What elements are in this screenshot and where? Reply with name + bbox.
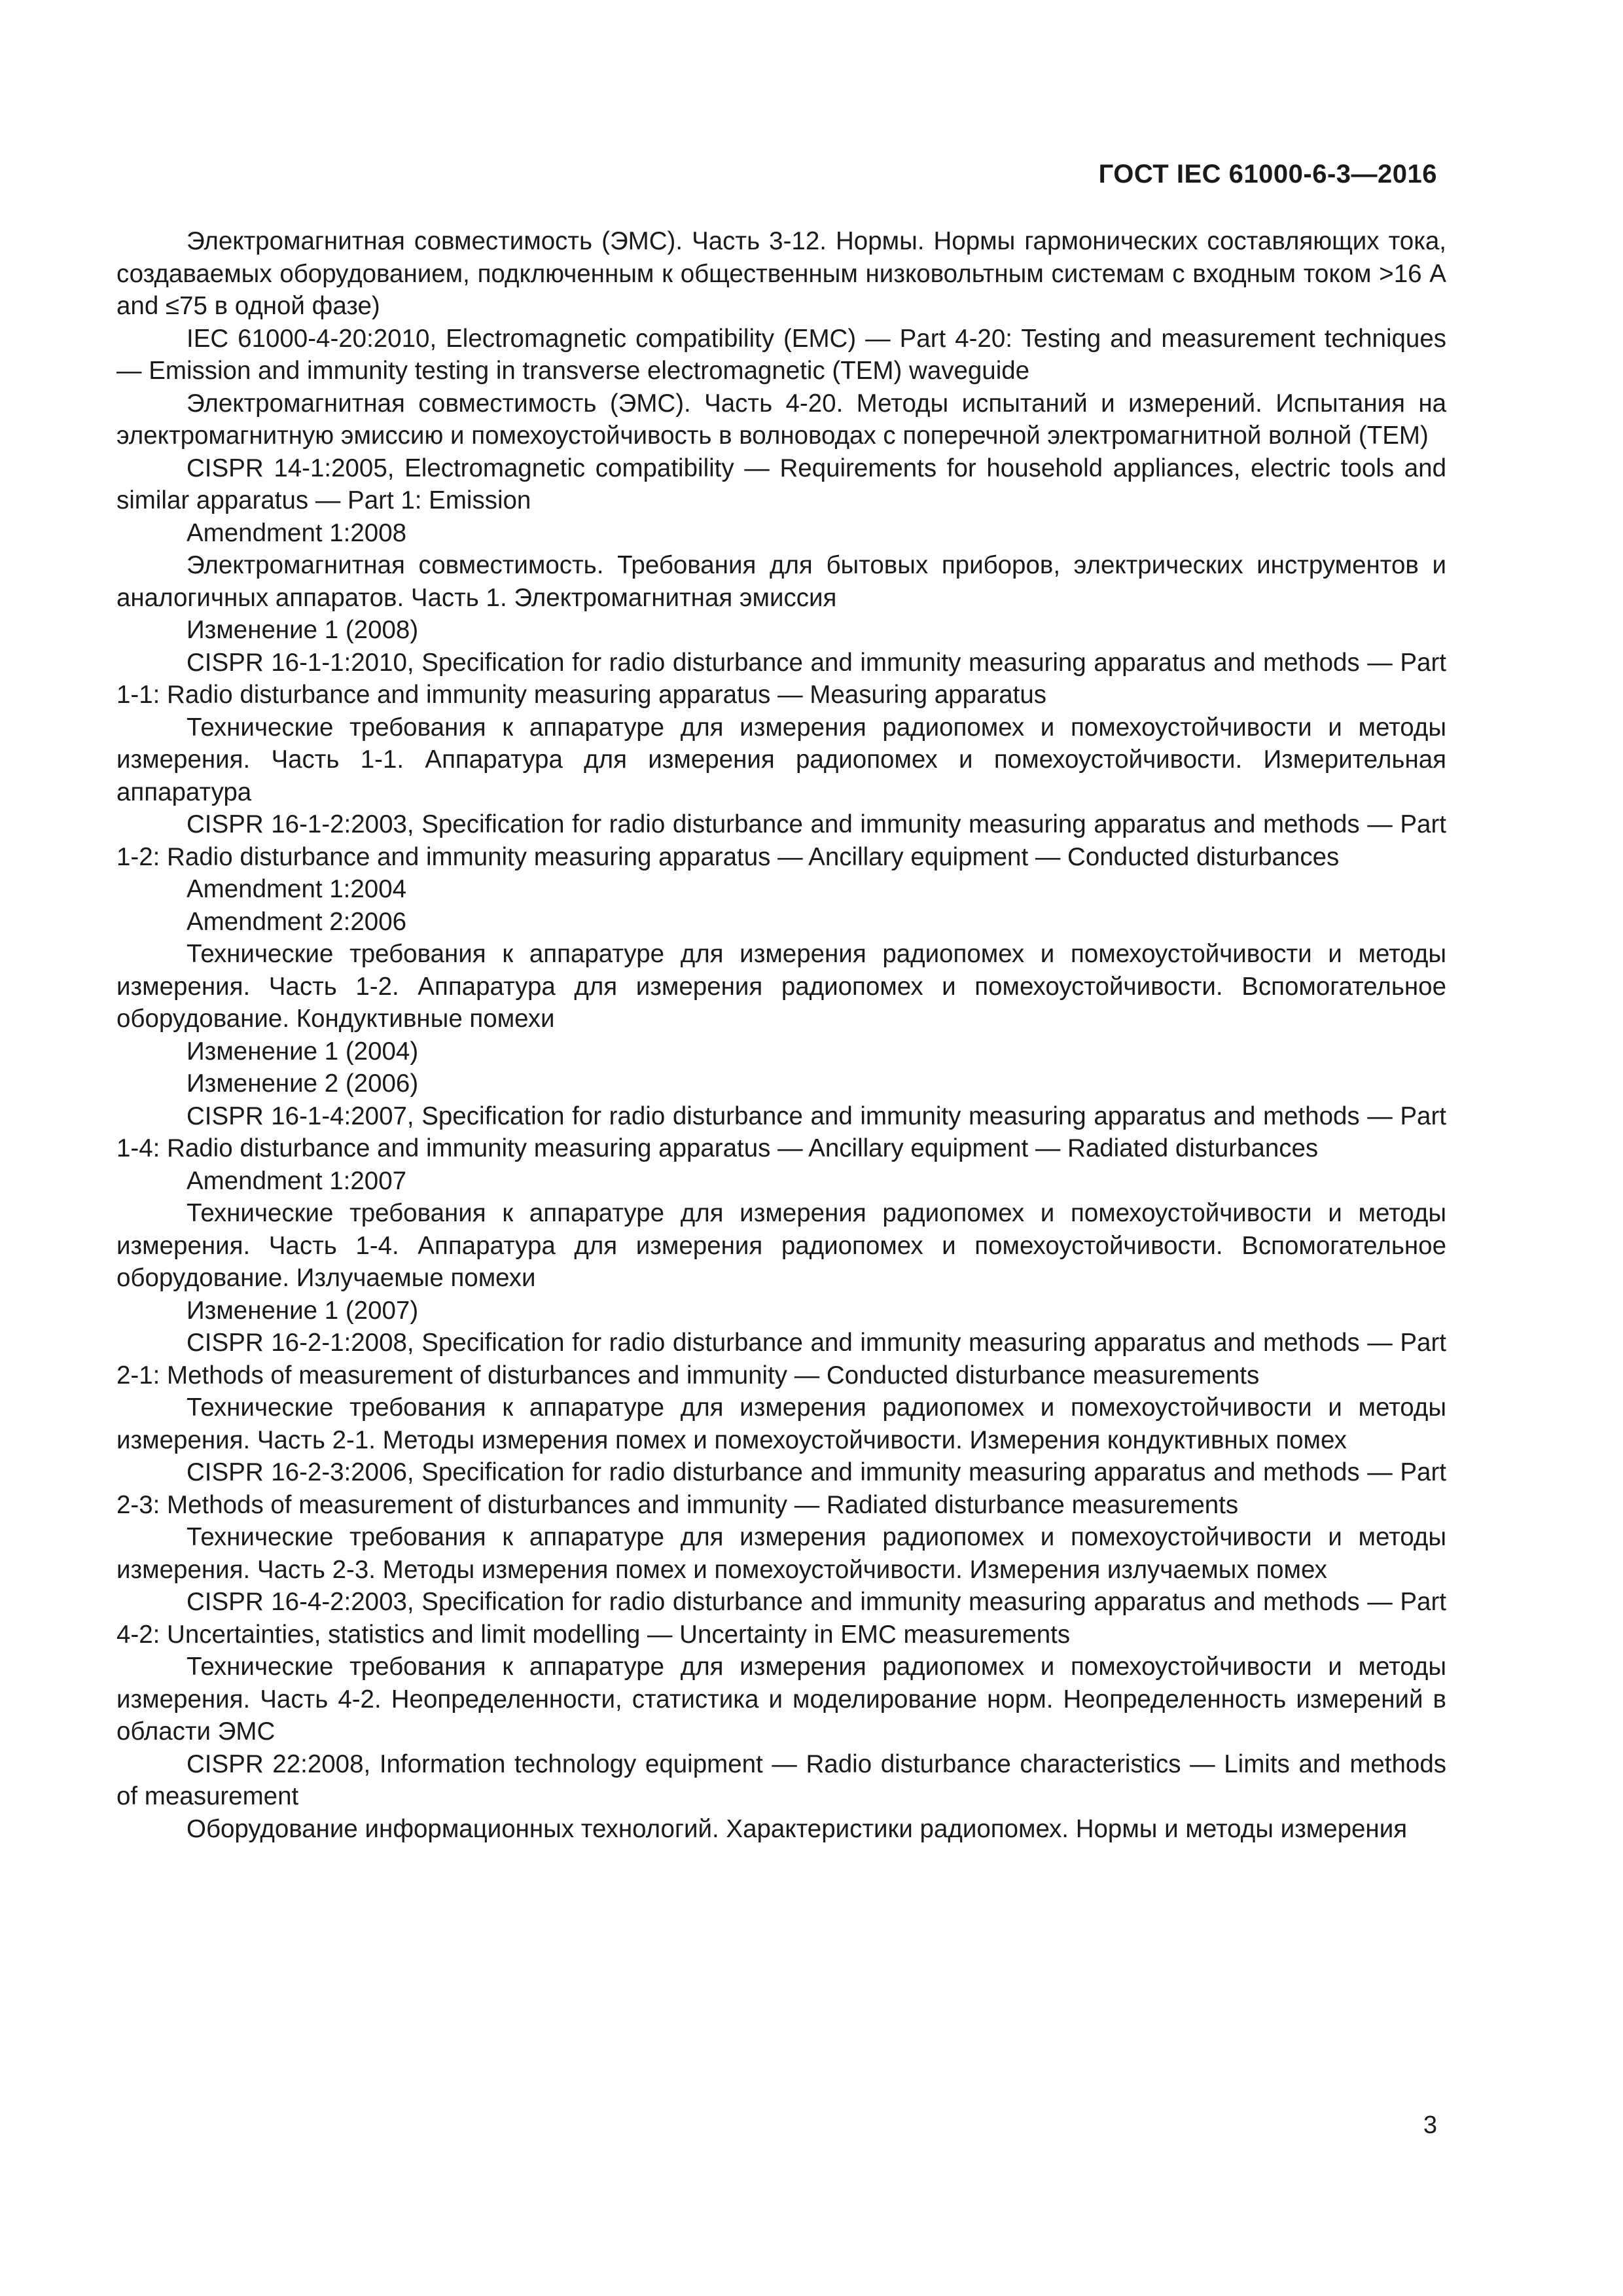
paragraph: Технические требования к аппаратуре для измерения радиопомех и помехоустойчивости и методы измерения. Часть 1-2. Аппаратура для измерения радиопомех и помехоустойчивости. Вспомогательное оборудование. Кондуктивные помехи	[116, 940, 1446, 1033]
paragraph: CISPR 16-1-1:2010, Specification for radio disturbance and immunity measuring apparatus and methods — Part 1-1: Radio disturbance and immunity measuring apparatus — Measuring apparatus	[116, 648, 1446, 709]
page-number: 3	[1423, 2111, 1437, 2139]
paragraph: Технические требования к аппаратуре для измерения радиопомех и помехоустойчивости и методы измерения. Часть 1-1. Аппаратура для измерения радиопомех и помехоустойчивости. Измерительная аппаратура	[116, 713, 1446, 806]
paragraph: Amendment 2:2006	[187, 907, 407, 936]
paragraph: CISPR 16-4-2:2003, Specification for radio disturbance and immunity measuring apparatus and methods — Part 4-2: Uncertainties, statistics and limit modelling — Uncertainty in EMC measurements	[116, 1588, 1446, 1649]
standard-designation-header: ГОСТ IEC 61000-6-3—2016	[1098, 160, 1437, 188]
paragraph: CISPR 16-2-3:2006, Specification for radio disturbance and immunity measuring apparatus and methods — Part 2-3: Methods of measurement of disturbances and immunity — Radiated disturbance measurements	[116, 1458, 1446, 1519]
paragraph: CISPR 22:2008, Information technology equipment — Radio disturbance characteristics — Limits and methods of measurement	[116, 1749, 1446, 1810]
references-list	[116, 225, 1446, 1845]
paragraph: Технические требования к аппаратуре для измерения радиопомех и помехоустойчивости и методы измерения. Часть 4-2. Неопределенности, статистика и моделирование норм. Неопределенность измерений в области ЭМС	[116, 1653, 1446, 1746]
paragraph: Amendment 1:2008	[187, 518, 407, 547]
paragraph: Изменение 1 (2004)	[187, 1037, 419, 1066]
paragraph: Технические требования к аппаратуре для измерения радиопомех и помехоустойчивости и методы измерения. Часть 2-1. Методы измерения помех и помехоустойчивости. Измерения кондуктивных помех	[116, 1393, 1446, 1454]
paragraph: CISPR 14-1:2005, Electromagnetic compatibility — Requirements for household appliances, electric tools and similar apparatus — Part 1: Emission	[116, 454, 1446, 514]
paragraph: Изменение 1 (2007)	[187, 1296, 419, 1325]
paragraph: Amendment 1:2004	[187, 875, 407, 903]
paragraph: Оборудование информационных технологий. Характеристики радиопомех. Нормы и методы измерения	[187, 1814, 1408, 1843]
paragraph: CISPR 16-1-4:2007, Specification for radio disturbance and immunity measuring apparatus and methods — Part 1-4: Radio disturbance and immunity measuring apparatus — Ancillary equipment — Radiated disturbances	[116, 1102, 1446, 1162]
paragraph: Изменение 2 (2006)	[187, 1069, 419, 1098]
paragraph: Электромагнитная совместимость. Требования для бытовых приборов, электрических инструментов и аналогичных аппаратов. Часть 1. Электромагнитная эмиссия	[116, 551, 1446, 612]
paragraph: IEC 61000-4-20:2010, Electromagnetic compatibility (EMC) — Part 4-20: Testing and measurement techniques — Emission and immunity testing in transverse electromagnetic (TEM) waveguide	[116, 324, 1446, 385]
paragraph: Amendment 1:2007	[187, 1166, 407, 1195]
paragraph: Электромагнитная совместимость (ЭМС). Часть 4-20. Методы испытаний и измерений. Испытания на электромагнитную эмиссию и помехоустойчивость в волноводах с поперечной электромагнитной волной (ТЕМ)	[116, 389, 1446, 450]
paragraph: CISPR 16-1-2:2003, Specification for radio disturbance and immunity measuring apparatus and methods — Part 1-2: Radio disturbance and immunity measuring apparatus — Ancillary equipment — Conducted disturbances	[116, 810, 1446, 871]
paragraph: Изменение 1 (2008)	[187, 616, 419, 644]
paragraph: Технические требования к аппаратуре для измерения радиопомех и помехоустойчивости и методы измерения. Часть 2-3. Методы измерения помех и помехоустойчивости. Измерения излучаемых помех	[116, 1523, 1446, 1584]
paragraph: Технические требования к аппаратуре для измерения радиопомех и помехоустойчивости и методы измерения. Часть 1-4. Аппаратура для измерения радиопомех и помехоустойчивости. Вспомогательное оборудование. Излучаемые помехи	[116, 1199, 1446, 1292]
paragraph: CISPR 16-2-1:2008, Specification for radio disturbance and immunity measuring apparatus and methods — Part 2-1: Methods of measurement of disturbances and immunity — Conducted disturbance measurements	[116, 1329, 1446, 1390]
paragraph: Электромагнитная совместимость (ЭМС). Часть 3-12. Нормы. Нормы гармонических составляющих тока, создаваемых оборудованием, подключенным к общественным низковольтным системам с входным током >16 А and ≤75 в одной фазе)	[116, 227, 1446, 320]
